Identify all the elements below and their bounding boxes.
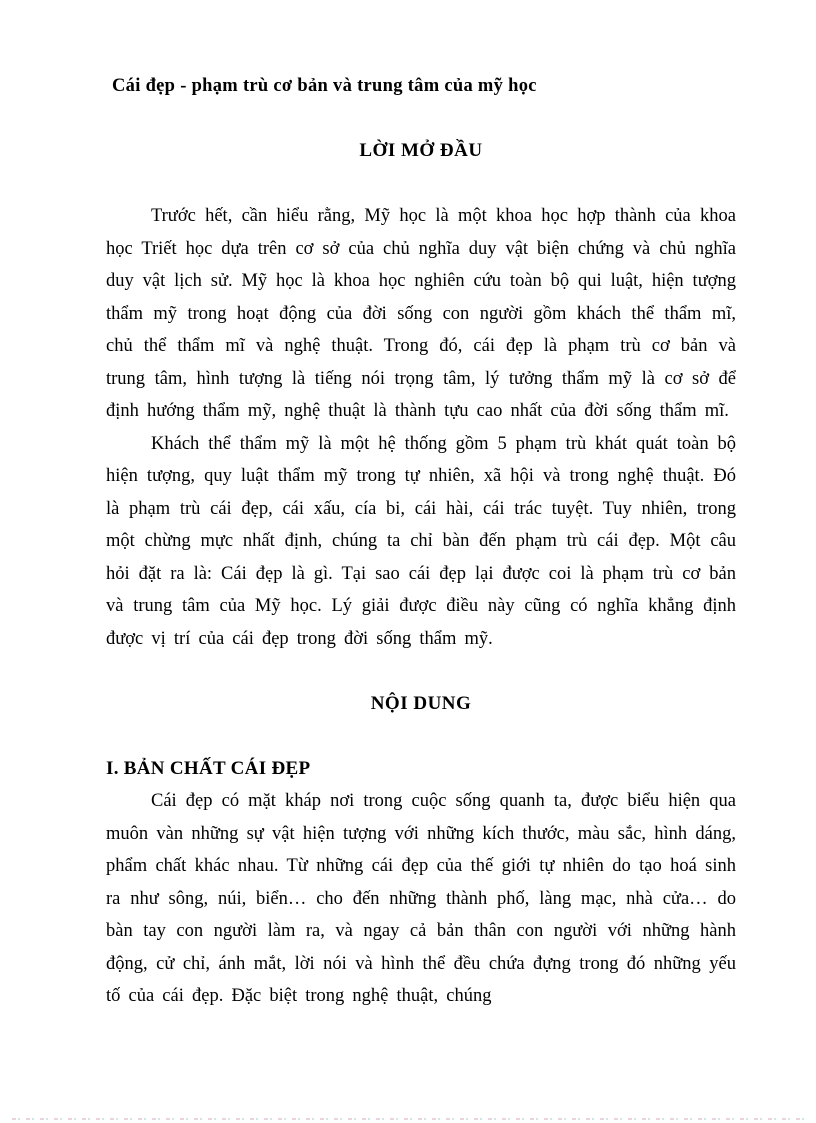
- intro-paragraph-2: Khách thể thẩm mỹ là một hệ thống gồm 5 phạm trù khát quát toàn bộ hiện tượng, quy luật thẩm mỹ trong tự nhiên, xã hội và trong nghệ thuật. Đó là phạm trù cái đẹp, cái xấu, cía bi, cái hài, cái trác tuyệt. Tuy nhiên, trong một chừng mực nhất định, chúng ta chỉ bàn đến phạm trù cái đẹp. Một câu hỏi đặt ra là: Cái đẹp là gì. Tại sao cái đẹp lại được coi là phạm trù cơ bản và trung tâm của Mỹ học. Lý giải được điều này cũng có nghĩa khẳng định được vị trí của cái đẹp trong đời sống thẩm mỹ.: [106, 433, 736, 649]
- section-heading: I. BẢN CHẤT CÁI ĐẸP: [106, 757, 311, 779]
- intro-paragraph-1: Trước hết, cần hiểu rằng, Mỹ học là một khoa học hợp thành của khoa học Triết học dựa trên cơ sở của chủ nghĩa duy vật biện chứng và chủ nghĩa duy vật lịch sử. Mỹ học là khoa học nghiên cứu toàn bộ qui luật, hiện tượng thẩm mỹ trong hoạt động của đời sống con người gồm khách thể thẩm mĩ, chủ thể thẩm mĩ và nghệ thuật. Trong đó, cái đẹp là phạm trù cơ bản và trung tâm, hình tượng là tiếng nói trọng tâm, lý tưởng thẩm mỹ là cơ sở để định hướng thẩm mỹ, nghệ thuật là thành tựu cao nhất của đời sống thẩm mĩ.: [106, 206, 736, 421]
- intro-heading: LỜI MỞ ĐẦU: [359, 140, 483, 161]
- page-bottom-dotted-line: [12, 1118, 804, 1120]
- section-paragraph-1: Cái đẹp có mặt kháp nơi trong cuộc sống quanh ta, được biểu hiện qua muôn vàn những sự vật hiện tượng với những kích thước, màu sắc, hình dáng, phẩm chất khác nhau. Từ những cái đẹp của thế giới tự nhiên do tạo hoá sinh ra như sông, núi, biển… cho đến những thành phố, làng mạc, nhà cửa… do bàn tay con người làm ra, và ngay cả bản thân con người với những hành động, cử chỉ, ánh mắt, lời nói và hình thể đều chứa đựng trong đó những yếu tố của cái đẹp. Đặc biệt trong nghệ thuật, chúng: [106, 791, 736, 1006]
- document-title: Cái đẹp - phạm trù cơ bản và trung tâm của mỹ học: [112, 76, 537, 96]
- page-content: [106, 70, 736, 1013]
- body-heading: NỘI DUNG: [370, 692, 472, 714]
